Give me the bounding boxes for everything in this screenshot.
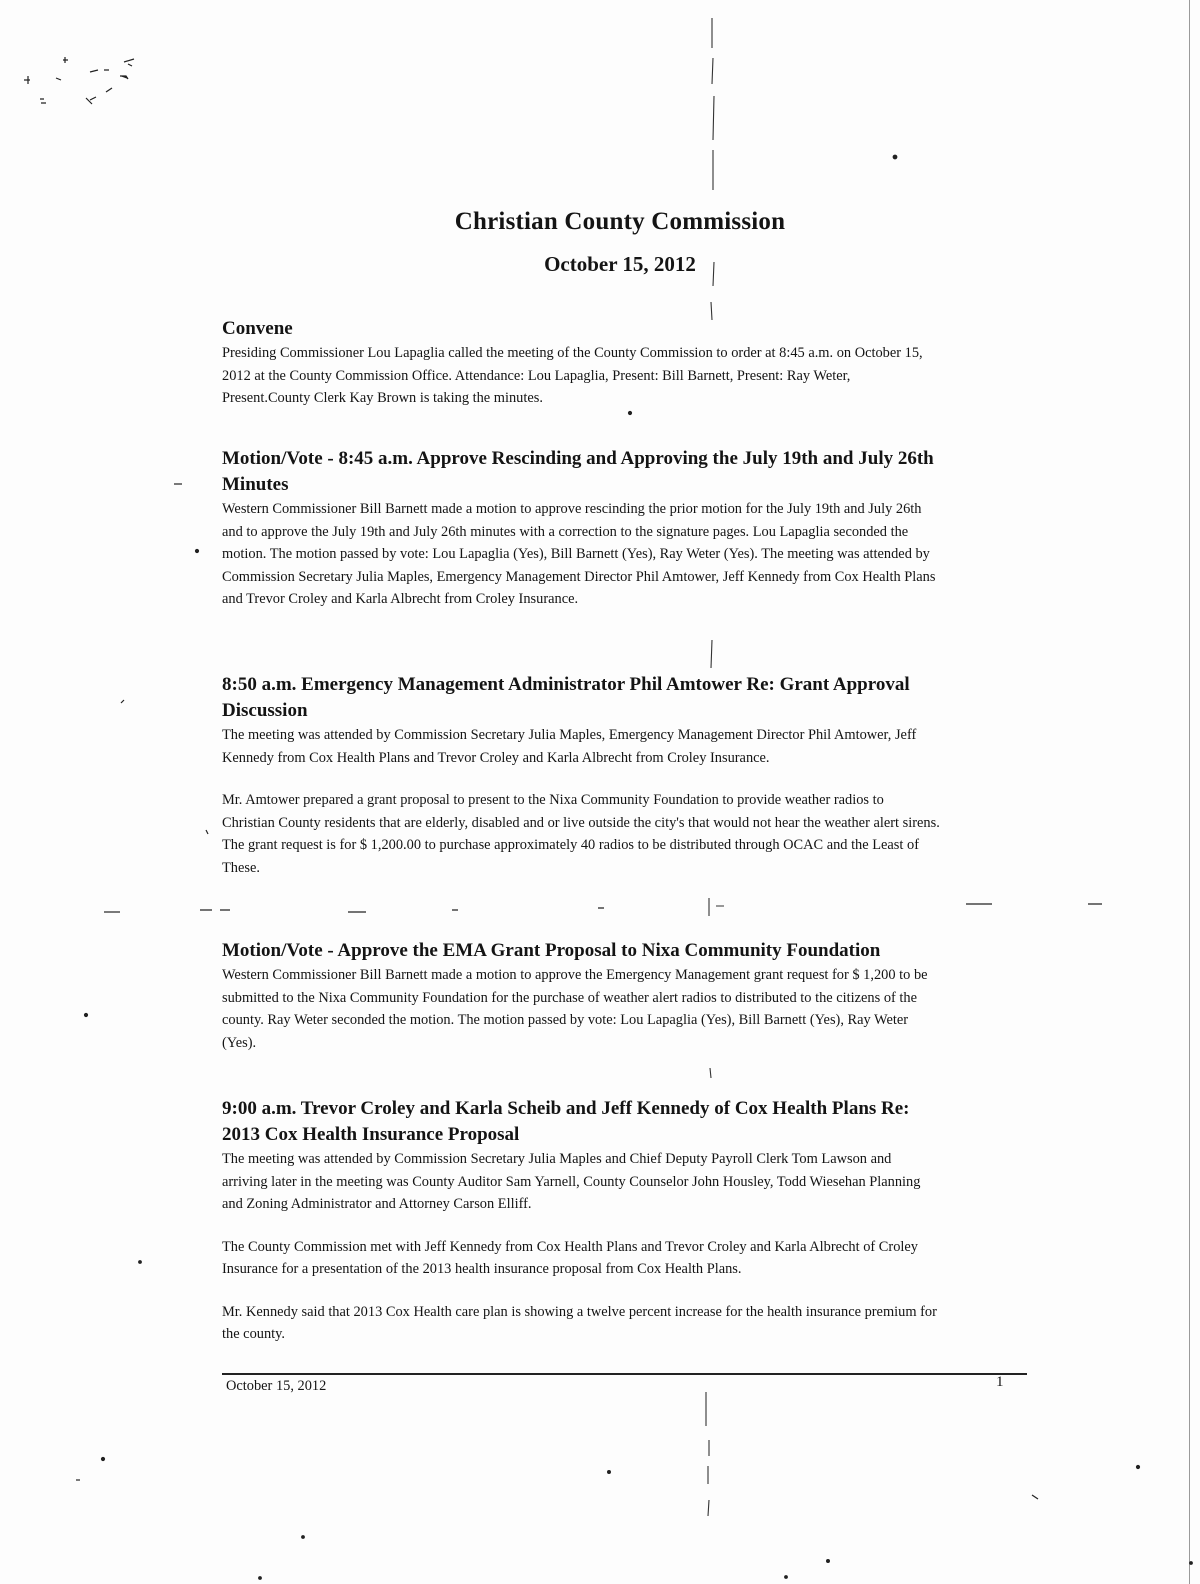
section-cox-health [222, 1096, 940, 1346]
section-paragraph: Mr. Kennedy said that 2013 Cox Health care plan is showing a twelve percent increase for the health insurance premium for the county. [222, 1303, 937, 1342]
document-date: October 15, 2012 [544, 252, 696, 276]
section-heading: 8:50 a.m. Emergency Management Administrator Phil Amtower Re: Grant Approval Discussion [222, 674, 910, 721]
page-number: 1 [996, 1374, 1004, 1390]
section-motion-minutes [222, 446, 940, 611]
section-convene [222, 316, 940, 410]
section-paragraph: Western Commissioner Bill Barnett made a motion to approve the Emergency Management grant request for $ 1,200 to be submitted to the Nixa Community Foundation for the purchase of weather alert radios to distributed to the citizens of the county. Ray Weter seconded the motion. The motion passed by vote: Lou Lapaglia (Yes), Bill Barnett (Yes), Ray Weter (Yes). [222, 967, 928, 1051]
document-title: Christian County Commission [454, 208, 786, 235]
section-motion-ema-grant [222, 938, 940, 1054]
section-heading: Motion/Vote - Approve the EMA Grant Proposal to Nixa Community Foundation [222, 940, 881, 961]
section-emergency-management [222, 672, 940, 879]
section-heading: Convene [222, 318, 293, 339]
footer-date: October 15, 2012 [226, 1378, 327, 1394]
section-paragraph: The County Commission met with Jeff Kennedy from Cox Health Plans and Trevor Croley and Karla Albrecht of Croley Insurance for a presentation of the 2013 health insurance proposal from Cox Health Plans. [222, 1238, 918, 1277]
section-heading: Motion/Vote - 8:45 a.m. Approve Rescinding and Approving the July 19th and July 26th Minutes [222, 448, 934, 495]
section-heading: 9:00 a.m. Trevor Croley and Karla Scheib and Jeff Kennedy of Cox Health Plans Re: 2013 Cox Health Insurance Proposal [222, 1098, 910, 1145]
section-paragraph: The meeting was attended by Commission Secretary Julia Maples, Emergency Management Director Phil Amtower, Jeff Kennedy from Cox Health Plans and Trevor Croley and Karla Albrecht from Croley Insurance. [222, 727, 917, 766]
section-paragraph: Mr. Amtower prepared a grant proposal to present to the Nixa Community Foundation to provide weather radios to Christian County residents that are elderly, disabled and or live outside the city's that would not hear the weather alert sirens. The grant request is for $ 1,200.00 to purchase approximately 40 radios to be distributed through OCAC and the Least of These. [222, 792, 940, 876]
section-paragraph: The meeting was attended by Commission Secretary Julia Maples and Chief Deputy Payroll Clerk Tom Lawson and arriving later in the meeting was County Auditor Sam Yarnell, County Counselor John Housley, Todd Wiesehan Planning and Zoning Administrator and Attorney Carson Elliff. [222, 1151, 921, 1212]
section-paragraph: Western Commissioner Bill Barnett made a motion to approve rescinding the prior motion for the July 19th and July 26th and to approve the July 19th and July 26th minutes with a correction to the signature pages. Lou Lapaglia seconded the motion. The motion passed by vote: Lou Lapaglia (Yes), Bill Barnett (Yes), Ray Weter (Yes). The meeting was attended by Commission Secretary Julia Maples, Emergency Management Director Phil Amtower, Jeff Kennedy from Cox Health Plans and Trevor Croley and Karla Albrecht from Croley Insurance. [222, 501, 936, 607]
footer-rule [222, 1373, 1027, 1375]
section-paragraph: Presiding Commissioner Lou Lapaglia called the meeting of the County Commission to order at 8:45 a.m. on October 15, 2012 at the County Commission Office. Attendance: Lou Lapaglia, Present: Bill Barnett, Present: Ray Weter, Present.County Clerk Kay Brown is taking the minutes. [222, 345, 923, 406]
